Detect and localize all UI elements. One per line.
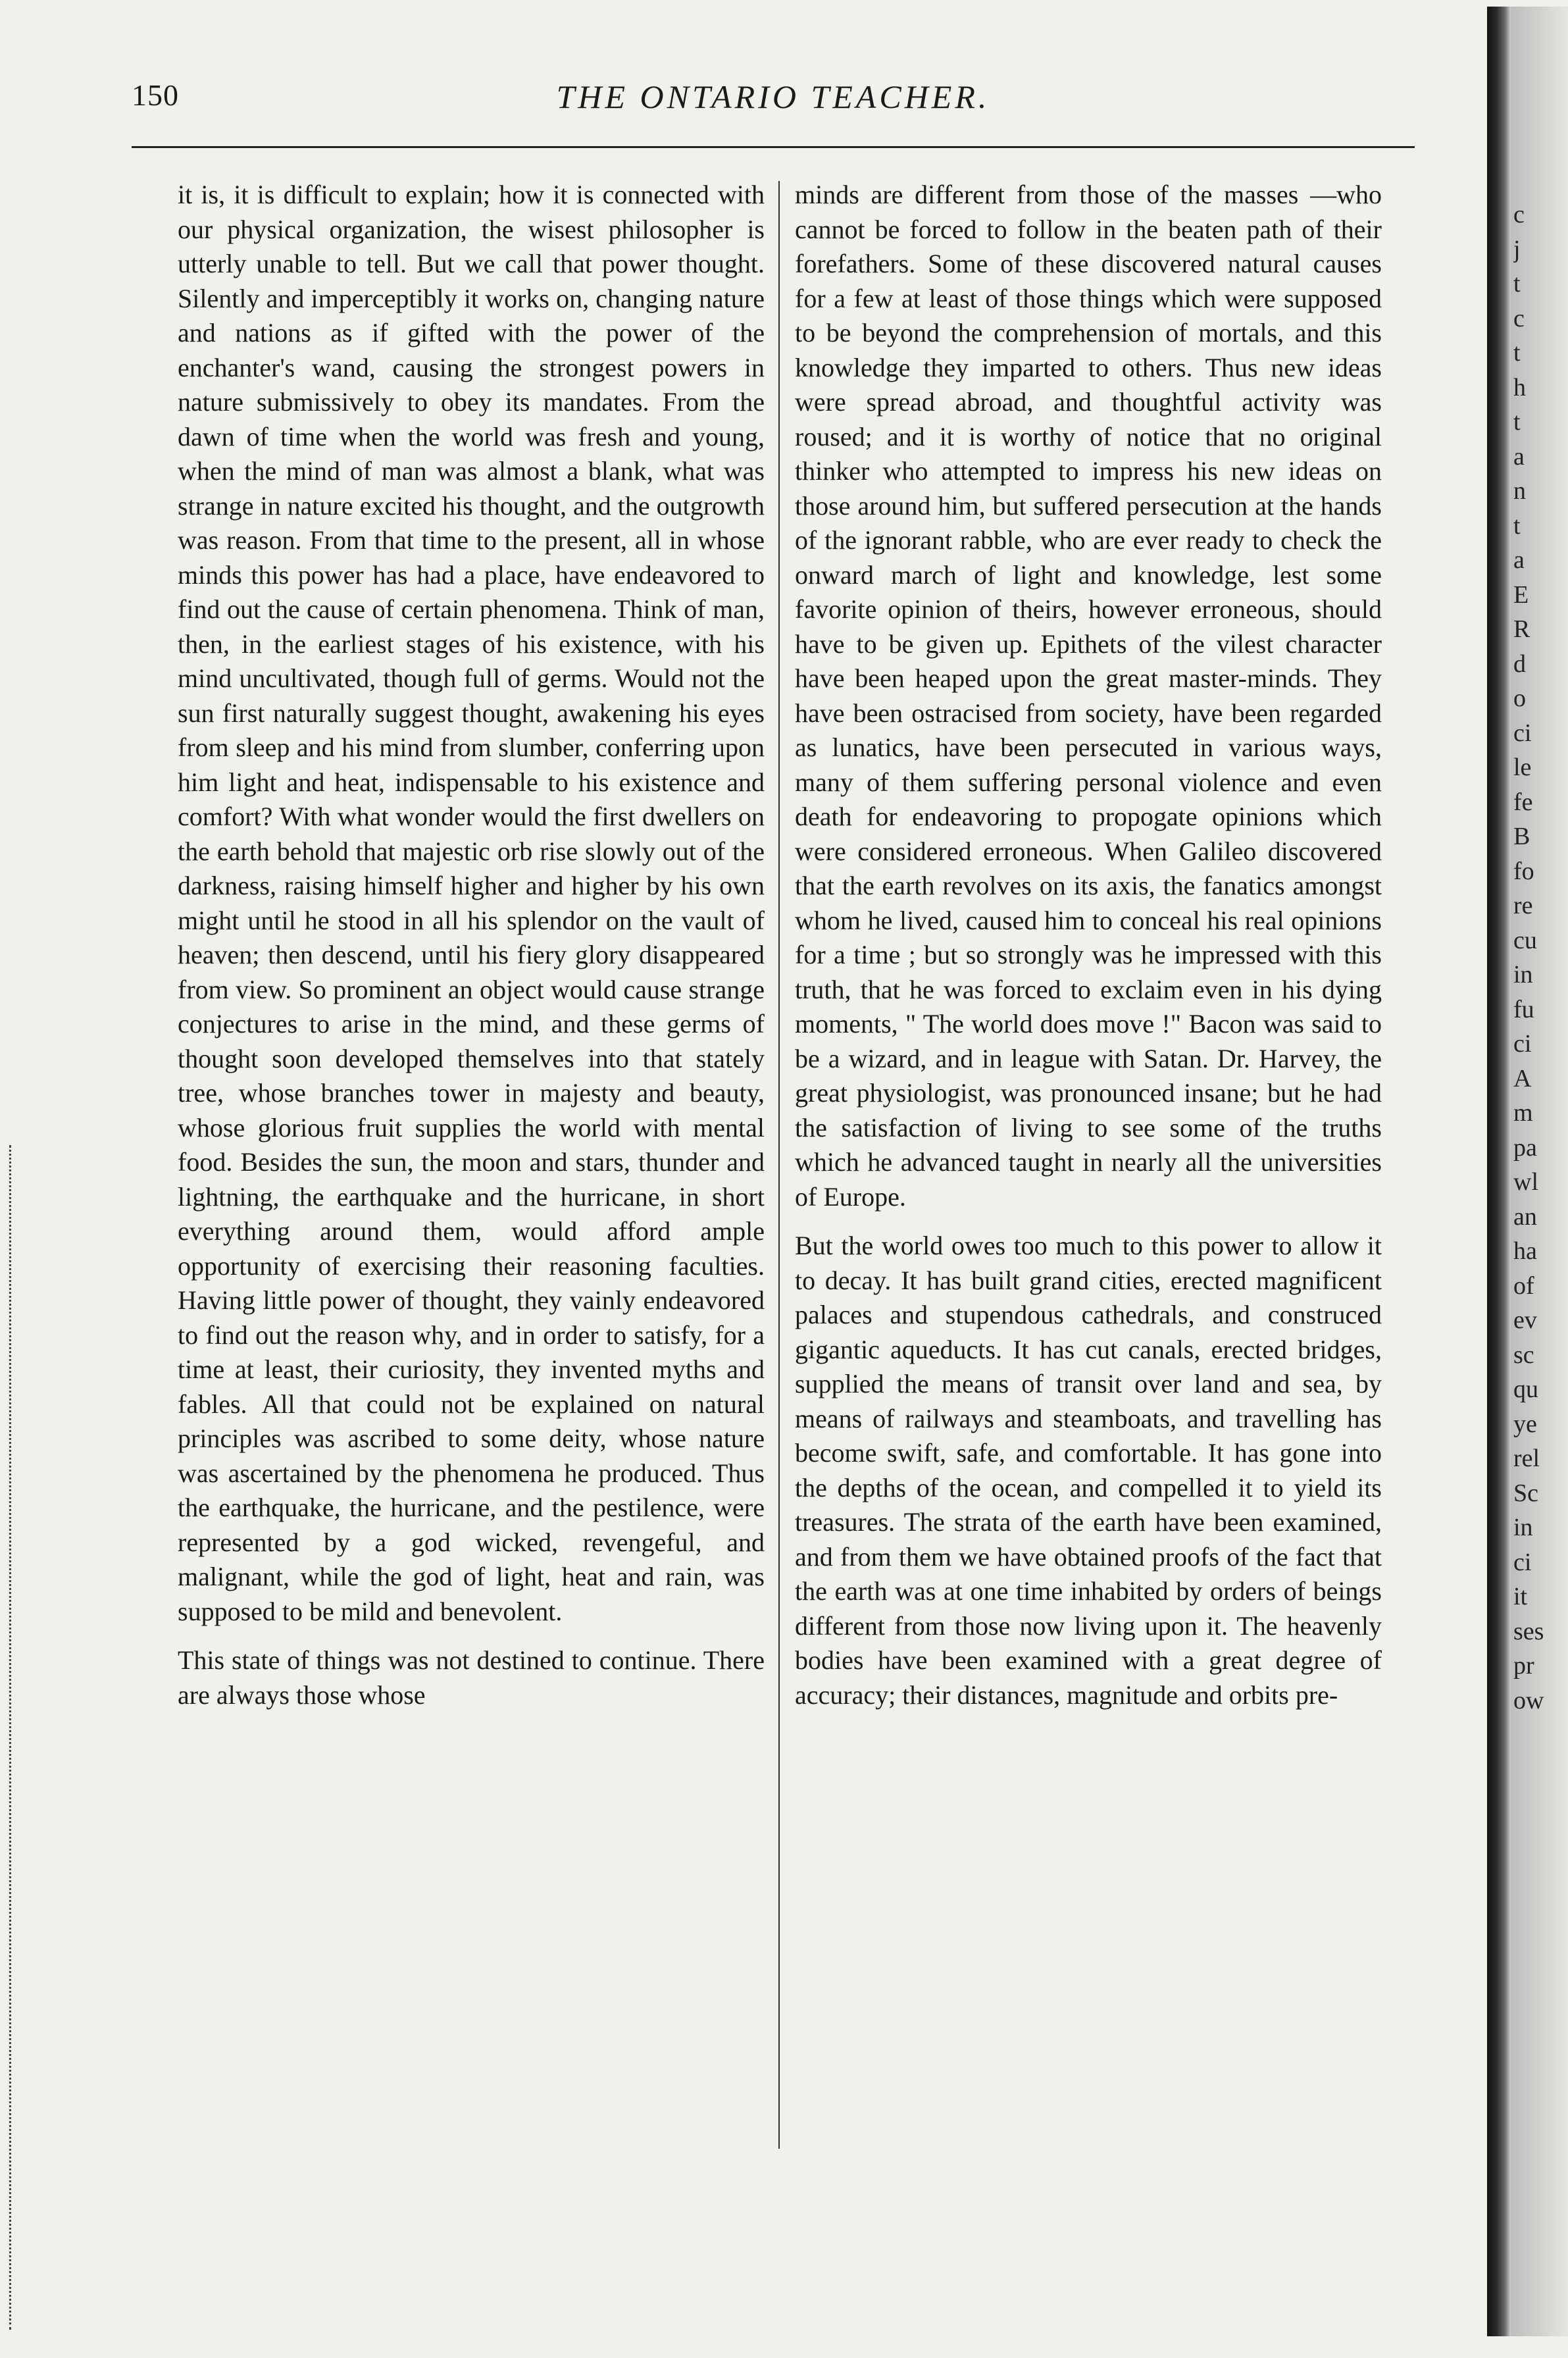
- facing-fragment: pa: [1513, 1133, 1537, 1162]
- facing-fragment: rel: [1513, 1445, 1540, 1472]
- running-head: THE ONTARIO TEACHER.: [556, 78, 990, 115]
- facing-fragment: a: [1513, 442, 1525, 471]
- facing-fragment: fe: [1513, 788, 1533, 816]
- facing-fragment: cu: [1513, 926, 1537, 954]
- facing-fragment: R: [1513, 615, 1530, 643]
- facing-fragment: d: [1513, 650, 1526, 678]
- facing-fragment: m: [1513, 1099, 1533, 1127]
- facing-fragment: t: [1513, 339, 1521, 367]
- facing-fragment: ci: [1513, 1030, 1532, 1058]
- facing-fragment: pr: [1513, 1652, 1534, 1679]
- facing-fragment: le: [1513, 754, 1532, 781]
- facing-fragment: Sc: [1513, 1479, 1538, 1507]
- facing-fragment: ow: [1513, 1686, 1544, 1714]
- facing-fragment: ses: [1513, 1617, 1544, 1645]
- facing-fragment: a: [1513, 546, 1525, 574]
- facing-fragment: t: [1513, 408, 1521, 436]
- facing-fragment: of: [1513, 1271, 1534, 1300]
- header-rule: [132, 146, 1415, 148]
- left-paragraph-2: This state of things was not destined to continue. There are always those whose: [178, 1645, 765, 1710]
- facing-fragment: fu: [1513, 995, 1534, 1023]
- facing-fragment: it: [1513, 1583, 1528, 1610]
- facing-fragment: ha: [1513, 1237, 1537, 1265]
- facing-fragment: E: [1513, 580, 1529, 609]
- facing-fragment: fo: [1513, 857, 1534, 885]
- facing-fragment: B: [1513, 823, 1530, 850]
- facing-fragment: c: [1513, 201, 1525, 228]
- facing-fragment: t: [1513, 511, 1521, 540]
- left-column: [178, 178, 765, 1712]
- facing-fragment: A: [1513, 1064, 1532, 1092]
- facing-fragment: in: [1513, 961, 1533, 988]
- facing-fragment: qu: [1513, 1375, 1538, 1403]
- facing-fragment: j: [1513, 235, 1521, 263]
- binding-shadow: [1487, 7, 1511, 2336]
- facing-fragment: in: [1513, 1514, 1533, 1541]
- facing-fragment: ev: [1513, 1306, 1537, 1334]
- facing-page-fragments: [1513, 197, 1566, 1718]
- facing-fragment: ci: [1513, 719, 1532, 747]
- right-column: [795, 178, 1382, 1712]
- facing-fragment: re: [1513, 892, 1533, 919]
- facing-fragment: t: [1513, 270, 1521, 297]
- page-number: 150: [132, 78, 179, 112]
- right-paragraph-1: minds are different from those of the masses —who cannot be forced to follow in the beaten path of their forefathers. Some of these discovered natural causes for a few at least of those things which were supposed to be beyond the comprehension of mortals, and this knowledge they imparted to others. Thus new ideas were spread abroad, and thoughtful activity was roused; and it is worthy of notice that no original thinker who attempted to impress his new ideas on those around him, but suffered persecution at the hands of the ignorant rabble, who are ever ready to check the onward march of light and knowledge, lest some favorite opinion of theirs, however erroneous, should have to be given up. Epithets of the vilest character have been heaped upon the great master-minds. They have been ostracised from society, have been regarded as lunatics, have been persecuted in various ways, many of them suffering personal violence and even death for endeavoring to propogate opinions which were considered erroneous. When Galileo discovered that the earth revolves on its axis, the fanatics amongst whom he lived, caused him to conceal his real opinions for a time ; but so strongly was he impressed with this truth, that he was forced to exclaim even in his dying moments, " The world does move !" Bacon was said to be a wizard, and in league with Satan. Dr. Harvey, the great physiologist, was pronounced insane; but he had the satisfaction of living to see some of the truths which he advanced taught in nearly all the universities of Europe.: [795, 180, 1382, 1212]
- left-margin-dots: [9, 1145, 11, 2330]
- facing-fragment: wl: [1513, 1168, 1538, 1196]
- facing-fragment: n: [1513, 477, 1526, 505]
- right-paragraph-2: But the world owes too much to this power to allow it to decay. It has built grand cities, erected magnificent palaces and stupendous cathedrals, and construced gigantic aqueducts. It has cut canals, erected bridges, supplied the means of transit over land and sea, by means of railways and steamboats, and travelling has become swift, safe, and comfortable. It has gone into the depths of the ocean, and compelled it to yield its treasures. The strata of the earth have been examined, and from them we have obtained proofs of the fact that the earth was at one time inhabited by orders of beings different from those now living upon it. The heavenly bodies have been examined with a great degree of accuracy; their distances, magnitude and orbits pre-: [795, 1231, 1382, 1710]
- page-header: [132, 78, 1415, 130]
- facing-fragment: h: [1513, 373, 1526, 401]
- facing-fragment: o: [1513, 684, 1526, 712]
- column-divider: [778, 181, 780, 2149]
- left-paragraph-1: it is, it is difficult to explain; how it is connected with our physical organization, the wisest philosopher is utterly unable to tell. But we call that power thought. Silently and imperceptibly it works on, changing nature and nations as if gifted with the power of the enchanter's wand, causing the strongest powers in nature submissively to obey its mandates. From the dawn of time when the world was fresh and young, when the mind of man was almost a blank, what was strange in nature excited his thought, and the outgrowth was reason. From that time to the present, all in whose minds this power has had a place, have endeavored to find out the cause of certain phenomena. Think of man, then, in the earliest stages of his existence, with his mind uncultivated, though full of germs. Would not the sun first naturally suggest thought, awakening his eyes from sleep and his mind from slumber, conferring upon him light and heat, indispensable to his existence and comfort? With what wonder would the first dwellers on the earth behold that majestic orb rise slowly out of the darkness, raising himself higher and higher by his own might until he stood in all his splendor on the vault of heaven; then descend, until his fiery glory disappeared from view. So prominent an object would cause strange conjectures to arise in the mind, and these germs of thought soon developed themselves into that stately tree, whose branches tower in majesty and beauty, whose glorious fruit supplies the world with mental food. Besides the sun, the moon and stars, thunder and lightning, the earthquake and the hurricane, in short everything around them, would afford ample opportunity of exercising their reasoning faculties. Having little power of thought, they vainly endeavored to find out the reason why, and in order to satisfy, for a time at least, their curiosity, they invented myths and fables. All that could not be explained on natural principles was ascribed to some deity, whose nature was ascertained by the phenomena he produced. Thus the earthquake, the hurricane, and the pestilence, were represented by a god wicked, revengeful, and malignant, while the god of light, heat and rain, was supposed to be mild and benevolent.: [178, 180, 765, 1626]
- facing-fragment: ci: [1513, 1548, 1532, 1576]
- facing-fragment: ye: [1513, 1410, 1537, 1438]
- facing-fragment: sc: [1513, 1341, 1534, 1369]
- facing-fragment: an: [1513, 1202, 1537, 1231]
- facing-fragment: c: [1513, 304, 1525, 332]
